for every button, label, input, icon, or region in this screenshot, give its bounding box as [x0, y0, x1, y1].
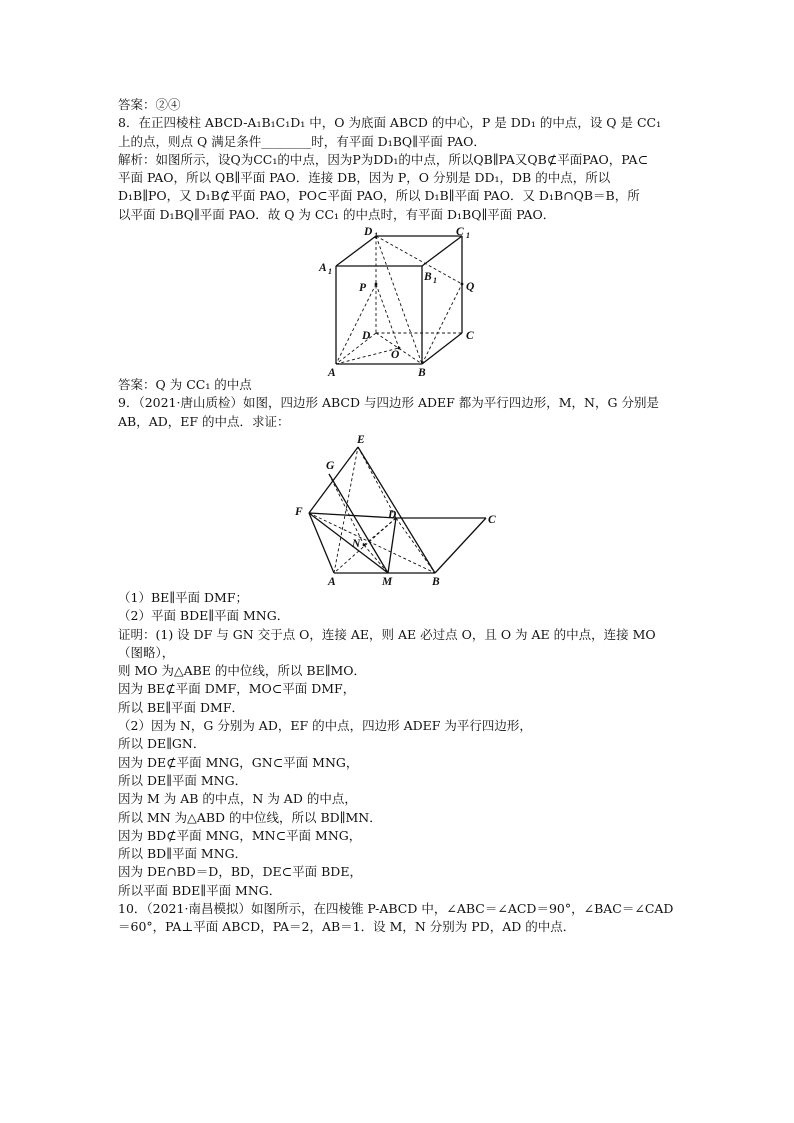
- proof-line-3: 证明：(1) 设 DF 与 GN 交于点 O，连接 AE，则 AE 必过点 O，且 O 为 AE 的中点，连接 MO: [118, 626, 656, 642]
- problem-9-line-1: 9．（2021·唐山质检）如图，四边形 ABCD 与四边形 ADEF 都为平行四边形，M，N，G 分别是: [118, 395, 659, 411]
- proof-line-13: 所以 MN 为△ABD 的中位线，所以 BD∥MN．: [118, 809, 382, 825]
- proof-line-15: 所以 BD∥平面 MNG．: [118, 846, 248, 862]
- answer-line-8: 答案：Q 为 CC₁ 的中点: [118, 377, 252, 393]
- label-N: N: [352, 537, 361, 550]
- label-C: C: [466, 330, 474, 343]
- label-B: B: [418, 367, 426, 377]
- problem-8-line-2: 上的点，则点 Q 满足条件________时，有平面 D₁BQ∥平面 PAO．: [118, 133, 486, 149]
- answer-line-7: 答案：②④: [118, 97, 181, 112]
- solution-8-line-4: 以平面 D₁BQ∥平面 PAO．故 Q 为 CC₁ 的中点时，有平面 D₁BQ∥平面 PAO．: [118, 206, 556, 222]
- problem-10-line-2: ＝60°，PA⊥平面 ABCD，PA＝2，AB＝1．设 M，N 分别为 PD，AD 的中点．: [118, 919, 576, 935]
- label-D1-sub: 1: [374, 231, 378, 241]
- proof-line-4: （图略），: [118, 644, 175, 660]
- label-B: B: [432, 575, 440, 585]
- proof-line-11: 所以 DE∥平面 MNG．: [118, 772, 248, 788]
- label-M: M: [382, 575, 393, 585]
- proof-line-5: 则 MO 为△ABE 的中位线，所以 BE∥MO．: [118, 663, 367, 679]
- label-D: D: [362, 330, 371, 343]
- proof-line-9: 所以 DE∥GN．: [118, 736, 206, 752]
- label-P: P: [359, 282, 367, 295]
- label-F: F: [295, 505, 303, 518]
- problem-8-line-1: 8．在正四棱柱 ABCD-A₁B₁C₁D₁ 中，O 为底面 ABCD 的中心，P 是 DD₁ 的中点，设 Q 是 CC₁: [118, 115, 662, 131]
- proof-line-12: 因为 M 为 AB 的中点，N 为 AD 的中点，: [118, 791, 357, 807]
- text-block-top: [118, 96, 678, 224]
- solution-8-line-3: D₁B∥PO，又 D₁B⊄平面 PAO，PO⊂平面 PAO，所以 D₁B∥平面 PAO．又 D₁B∩QB＝B，所: [118, 188, 640, 204]
- proof-line-1: （1）BE∥平面 DMF；: [118, 589, 249, 605]
- label-C1-sub: 1: [466, 231, 470, 241]
- label-O: O: [391, 349, 400, 362]
- proof-line-2: （2）平面 BDE∥平面 MNG．: [118, 608, 290, 624]
- solution-8-line-1: 解析：如图所示，设Q为CC₁的中点，因为P为DD₁的中点，所以QB∥PA又QB⊄平面PAO，PA⊂: [118, 151, 649, 167]
- problem-10-line-1: 10．（2021·南昌模拟）如图所示，在四棱锥 P-ABCD 中，∠ABC＝∠ACD＝90°，∠BAC＝∠CAD: [118, 901, 674, 917]
- label-D: D: [388, 508, 397, 521]
- prism-figure: [118, 226, 678, 376]
- proof-line-6: 因为 BE⊄平面 DMF，MO⊂平面 DMF，: [118, 681, 356, 697]
- label-C: C: [488, 513, 496, 526]
- proof-line-7: 所以 BE∥平面 DMF．: [118, 699, 245, 715]
- label-G: G: [326, 459, 335, 472]
- proof-line-10: 因为 DE⊄平面 MNG，GN⊂平面 MNG，: [118, 754, 359, 770]
- proof-line-14: 因为 BD⊄平面 MNG，MN⊂平面 MNG，: [118, 827, 362, 843]
- document-page: [118, 96, 678, 937]
- proof-line-17: 所以平面 BDE∥平面 MNG．: [118, 882, 282, 898]
- label-A1: A: [319, 262, 327, 275]
- text-block-bottom: [118, 589, 678, 937]
- parallelogram-figure: [118, 433, 678, 585]
- problem-9-line-2: AB，AD，EF 的中点．求证：: [118, 413, 290, 429]
- label-D1: D: [364, 226, 373, 239]
- proof-line-16: 因为 DE∩BD＝D，BD，DE⊂平面 BDE，: [118, 864, 362, 880]
- label-C1: C: [456, 226, 464, 239]
- text-block-mid: [118, 376, 678, 431]
- label-B1: B: [424, 271, 432, 284]
- solution-8-line-2: 平面 PAO，所以 QB∥平面 PAO．连接 DB，因为 P，O 分别是 DD₁，DB 的中点，所以: [118, 170, 611, 186]
- label-A: A: [328, 367, 336, 377]
- label-Q: Q: [466, 281, 475, 294]
- label-E: E: [357, 433, 365, 446]
- label-A1-sub: 1: [328, 267, 332, 277]
- label-A: A: [328, 575, 336, 585]
- proof-line-8: （2）因为 N，G 分别为 AD，EF 的中点，四边形 ADEF 为平行四边形，: [118, 718, 532, 734]
- label-B1-sub: 1: [433, 276, 437, 286]
